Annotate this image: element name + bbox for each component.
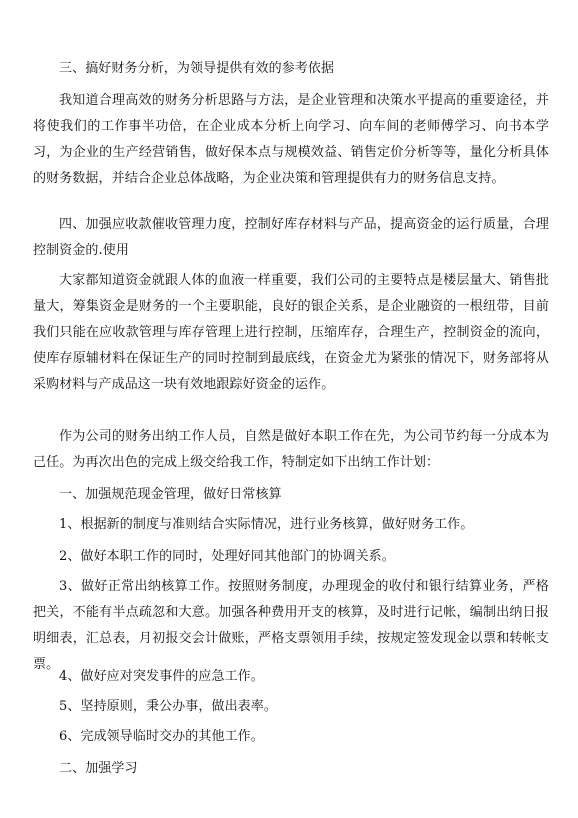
paragraph-cashier-plan-intro: 作为公司的财务出纳工作人员，自然是做好本职工作在先，为公司节约每一分成本为己任。为再次出色的完成上级交给我工作，特制定如下出纳工作计划： <box>33 429 549 470</box>
list-item-6: 6、完成领导临时交办的其他工作。 <box>59 729 264 744</box>
heading-strengthen-learning: 二、加强学习 <box>59 761 138 776</box>
heading-financial-analysis: 三、搞好财务分析，为领导提供有效的参考依据 <box>59 61 335 76</box>
heading-cash-management: 一、加强规范现金管理，做好日常核算 <box>59 487 282 502</box>
list-item-2: 2、做好本职工作的同时，处理好同其他部门的协调关系。 <box>59 549 395 564</box>
paragraph-capital-management: 大家都知道资金就跟人体的血液一样重要，我们公司的主要特点是楼层量大、销售批量大，筹集资金是财务的一个主要职能，良好的银企关系，是企业融资的一根纽带，目前我们只能在应收款管理与库存管理上进行控制，压缩库存，合理生产，控制资金的流向，使库存原辅材料在保证生产的同时控制到最底线，在资金尤为紧张的情况下，财务部将从采购材料与产成品这一块有效地跟踪好资金的运作。 <box>33 273 549 392</box>
heading-receivables-management: 四、加强应收款催收管理力度，控制好库存材料与产品，提高资金的运行质量，合理控制资金的.使用 <box>33 217 549 258</box>
list-item-3: 3、做好正常出纳核算工作。按照财务制度，办理现金的收付和银行结算业务，严格把关，不能有半点疏忽和大意。加强各种费用开支的核算，及时进行记帐，编制出纳日报明细表，汇总表，月初报交会计做账，严格支票领用手续，按规定签发现金以票和转帐支票。 <box>33 579 549 672</box>
list-item-1: 1、根据新的制度与准则结合实际情况，进行业务核算，做好财务工作。 <box>59 517 474 532</box>
paragraph-financial-analysis: 我知道合理高效的财务分析思路与方法，是企业管理和决策水平提高的重要途径，并将使我们的工作事半功倍，在企业成本分析上向学习、向车间的老师傅学习、向书本学习，为企业的生产经营销售，做好保本点与规模效益、销售定价分析等等，量化分析具体的财务数据，并结合企业总体战略，为企业决策和管理提供有力的财务信息支持。 <box>33 93 549 186</box>
list-item-4: 4、做好应对突发事件的应急工作。 <box>59 669 264 684</box>
list-item-5: 5、坚持原则，秉公办事，做出表率。 <box>59 699 277 714</box>
